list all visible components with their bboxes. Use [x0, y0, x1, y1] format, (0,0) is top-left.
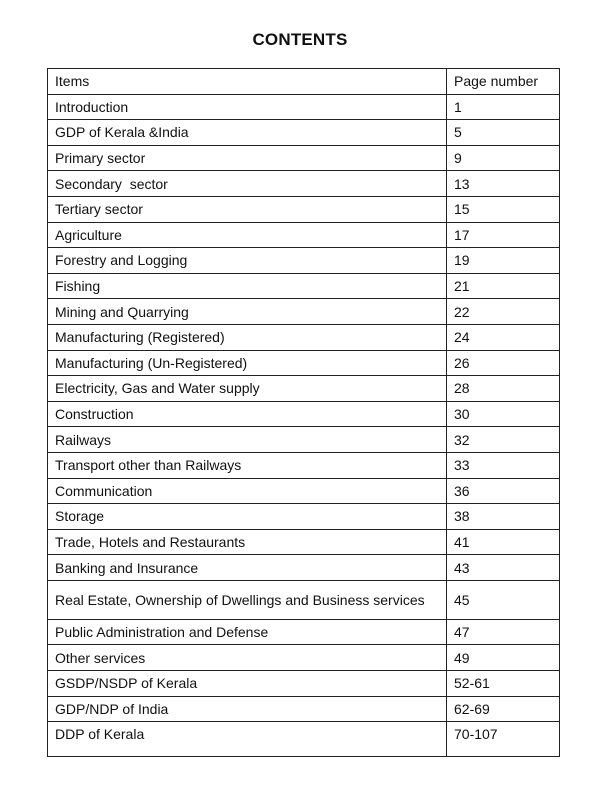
table-row	[48, 671, 560, 697]
row-item: Communication	[48, 478, 447, 504]
table-row	[48, 196, 560, 222]
row-item: Manufacturing (Un-Registered)	[48, 350, 447, 376]
row-page: 26	[447, 350, 560, 376]
table-row	[48, 696, 560, 722]
row-page: 24	[447, 324, 560, 350]
table-row	[48, 94, 560, 120]
row-item: Primary sector	[48, 145, 447, 171]
row-page: 9	[447, 145, 560, 171]
table-row	[48, 478, 560, 504]
header-items: Items	[48, 69, 447, 95]
row-item: Real Estate, Ownership of Dwellings and Business services	[48, 580, 447, 619]
row-page: 36	[447, 478, 560, 504]
row-item: Electricity, Gas and Water supply	[48, 376, 447, 402]
row-item: GDP/NDP of India	[48, 696, 447, 722]
table-row	[48, 401, 560, 427]
row-item: Other services	[48, 645, 447, 671]
row-item: Banking and Insurance	[48, 555, 447, 581]
contents-table	[47, 68, 560, 757]
row-page: 5	[447, 120, 560, 146]
row-page: 22	[447, 299, 560, 325]
row-item: Fishing	[48, 273, 447, 299]
row-item: Forestry and Logging	[48, 248, 447, 274]
table-row	[48, 350, 560, 376]
table-row	[48, 580, 560, 619]
row-item: GDP of Kerala &India	[48, 120, 447, 146]
row-page: 28	[447, 376, 560, 402]
table-row	[48, 120, 560, 146]
row-page: 70-107	[447, 722, 560, 757]
table-row	[48, 504, 560, 530]
row-page: 13	[447, 171, 560, 197]
table-row	[48, 248, 560, 274]
row-item: Railways	[48, 427, 447, 453]
row-item: DDP of Kerala	[48, 722, 447, 757]
row-page: 45	[447, 580, 560, 619]
table-row	[48, 722, 560, 757]
row-item: Introduction	[48, 94, 447, 120]
row-item: Storage	[48, 504, 447, 530]
table-row	[48, 273, 560, 299]
table-row	[48, 376, 560, 402]
row-page: 62-69	[447, 696, 560, 722]
table-row	[48, 299, 560, 325]
row-item: Secondary sector	[48, 171, 447, 197]
table-header-row	[48, 69, 560, 95]
row-page: 49	[447, 645, 560, 671]
table-row	[48, 324, 560, 350]
row-item: Trade, Hotels and Restaurants	[48, 529, 447, 555]
table-row	[48, 427, 560, 453]
row-page: 41	[447, 529, 560, 555]
row-item: Transport other than Railways	[48, 452, 447, 478]
table-row	[48, 171, 560, 197]
row-page: 30	[447, 401, 560, 427]
row-item: Agriculture	[48, 222, 447, 248]
page-title: CONTENTS	[252, 30, 348, 49]
row-item: GSDP/NSDP of Kerala	[48, 671, 447, 697]
row-page: 43	[447, 555, 560, 581]
row-page: 17	[447, 222, 560, 248]
row-item: Mining and Quarrying	[48, 299, 447, 325]
row-page: 1	[447, 94, 560, 120]
header-page-number: Page number	[447, 69, 560, 95]
table-row	[48, 222, 560, 248]
row-page: 52-61	[447, 671, 560, 697]
row-page: 33	[447, 452, 560, 478]
row-page: 21	[447, 273, 560, 299]
row-item: Tertiary sector	[48, 196, 447, 222]
row-page: 32	[447, 427, 560, 453]
table-row	[48, 529, 560, 555]
table-row	[48, 452, 560, 478]
row-item: Construction	[48, 401, 447, 427]
row-item: Public Administration and Defense	[48, 619, 447, 645]
table-row	[48, 619, 560, 645]
row-page: 15	[447, 196, 560, 222]
table-row	[48, 145, 560, 171]
row-page: 47	[447, 619, 560, 645]
row-item: Manufacturing (Registered)	[48, 324, 447, 350]
row-page: 19	[447, 248, 560, 274]
table-row	[48, 555, 560, 581]
row-page: 38	[447, 504, 560, 530]
table-row	[48, 645, 560, 671]
